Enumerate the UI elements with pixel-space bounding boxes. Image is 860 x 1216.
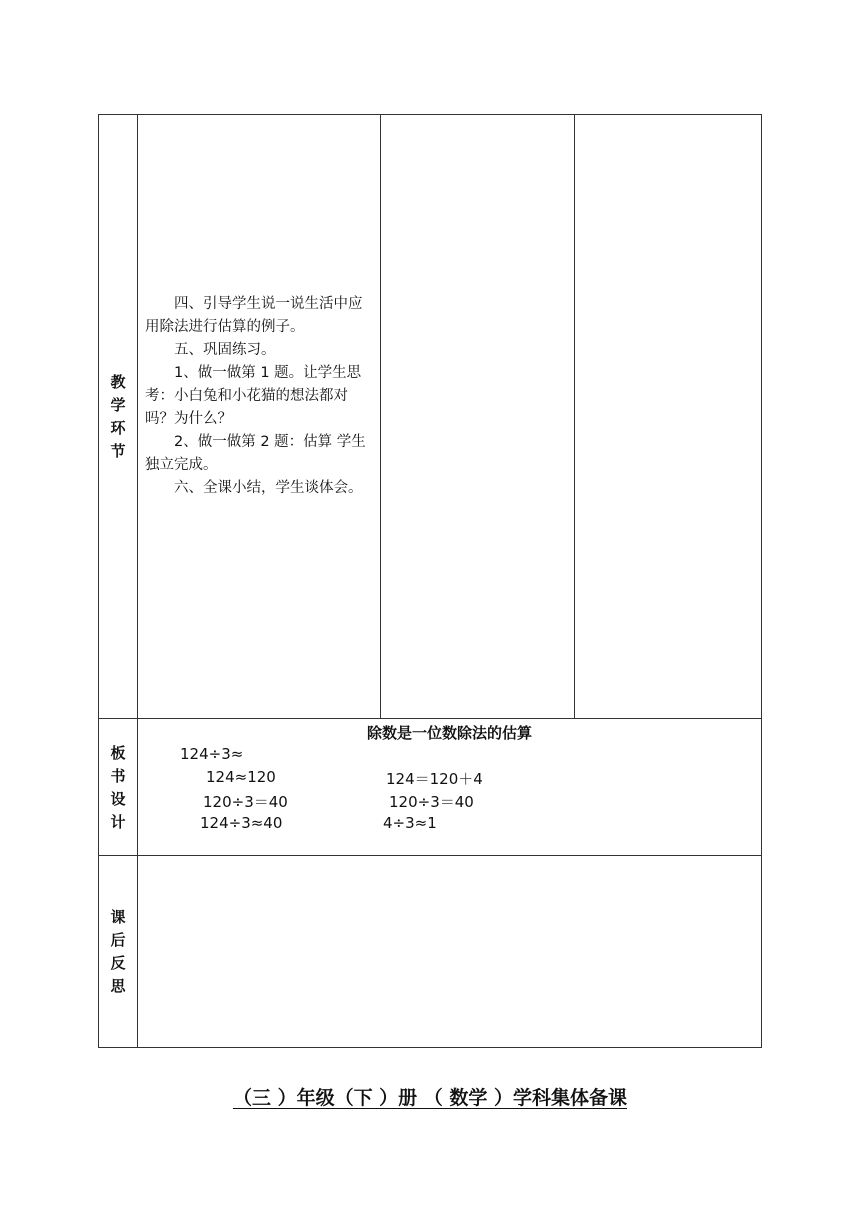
teaching-column-divider-2 — [574, 114, 575, 719]
footer-title-text: （三 ）年级（下 ）册 （ 数学 ）学科集体备课 — [232, 1087, 628, 1109]
board-line-4b: 4÷3≈1 — [383, 814, 437, 832]
board-title: 除数是一位数除法的估算 — [366, 724, 532, 742]
teaching-step-6: 六、全课小结，学生谈体会。 — [174, 480, 363, 496]
teaching-row-label: 教 学 环 节 — [110, 373, 126, 460]
board-line-1: 124÷3≈ — [180, 745, 244, 763]
teaching-column-divider-1 — [380, 114, 381, 719]
board-row-label: 板 书 设 计 — [110, 744, 126, 831]
row-divider-teaching-board — [98, 718, 762, 719]
table-right-border — [761, 114, 762, 1048]
exercise-1: 1、做一做第 1 题。让学生思考：小白兔和小花猫的想法都对吗？为什么？ — [145, 365, 362, 427]
board-line-3a: 120÷3＝40 — [203, 793, 288, 811]
row-divider-board-reflection — [98, 855, 762, 856]
label-column-divider — [137, 114, 138, 1048]
table-bottom-border — [98, 1047, 762, 1048]
teaching-step-5: 五、巩固练习。 — [174, 342, 276, 358]
table-top-border — [98, 114, 762, 115]
teaching-content — [145, 293, 375, 500]
teaching-step-4: 四、引导学生说一说生活中应用除法进行估算的例子。 — [145, 296, 363, 335]
board-line-3b: 120÷3＝40 — [389, 793, 474, 811]
exercise-2: 2、做一做第 2 题：估算 学生独立完成。 — [145, 434, 366, 473]
board-line-2a: 124≈120 — [206, 768, 276, 786]
footer-title — [0, 1083, 860, 1110]
board-line-4a: 124÷3≈40 — [200, 814, 283, 832]
reflection-row-label: 课 后 反 思 — [110, 908, 126, 995]
board-line-2b: 124＝120＋4 — [386, 770, 483, 788]
